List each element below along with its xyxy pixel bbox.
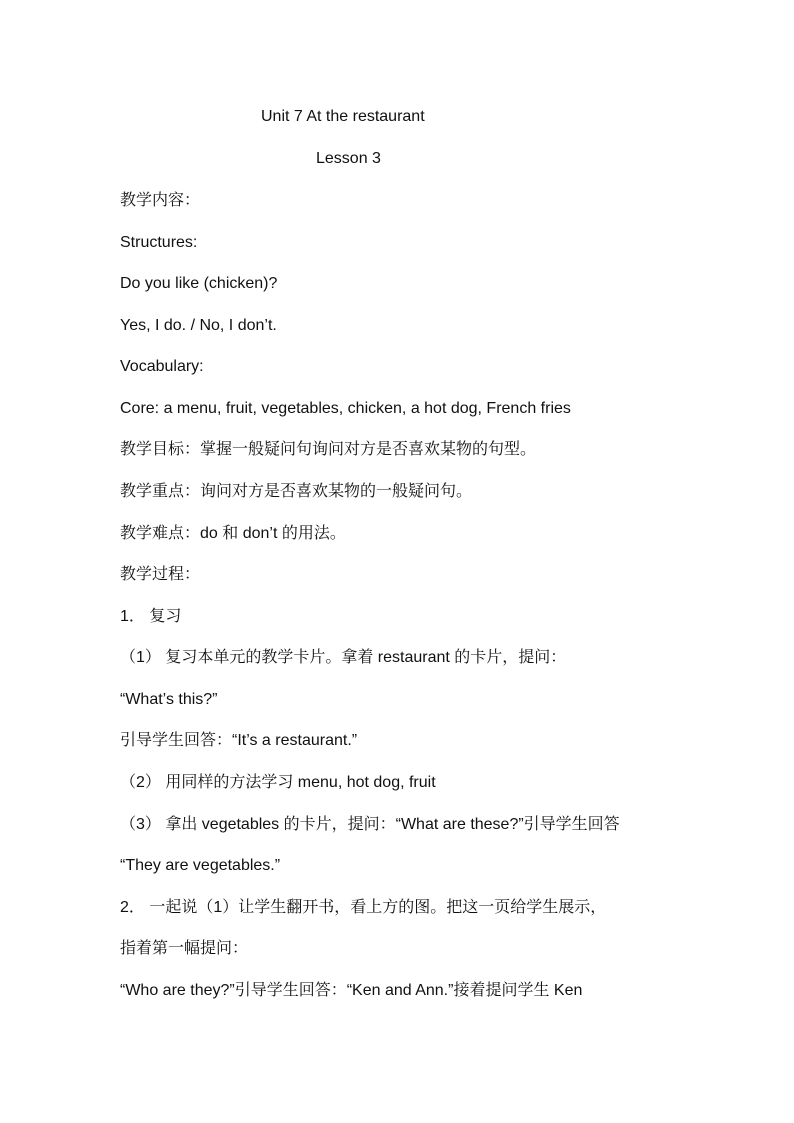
teaching-difficulty: 教学难点：do 和 don’t 的用法。	[120, 525, 346, 542]
step-1-item-3-answer: “They are vegetables.”	[120, 857, 281, 874]
step-1-item-1: （1） 复习本单元的教学卡片。拿着 restaurant 的卡片，提问：	[120, 649, 567, 666]
teaching-key-point: 教学重点：询问对方是否喜欢某物的一般疑问句。	[120, 483, 473, 500]
document-title: Unit 7 At the restaurant	[261, 108, 425, 125]
step-1-item-3: （3） 拿出 vegetables 的卡片，提问：“What are these?”引导学生回答	[120, 816, 620, 833]
step-2-heading: 2． 一起说（1）让学生翻开书，看上方的图。把这一页给学生展示，	[120, 899, 607, 916]
vocabulary-label: Vocabulary:	[120, 358, 204, 375]
step-1-heading: 1． 复习	[120, 608, 182, 625]
step-2-question: “Who are they?”引导学生回答：“Ken and Ann.”接着提问学生 Ken	[120, 982, 583, 999]
step-1-item-1-quote: “What’s this?”	[120, 691, 218, 708]
teaching-objective: 教学目标：掌握一般疑问句询问对方是否喜欢某物的句型。	[120, 441, 537, 458]
structure-question: Do you like (chicken)?	[120, 275, 278, 292]
section-heading-process: 教学过程：	[120, 566, 201, 583]
document-subtitle: Lesson 3	[316, 150, 381, 167]
step-2-continued: 指着第一幅提问：	[120, 940, 249, 957]
step-1-item-1-answer: 引导学生回答：“It’s a restaurant.”	[120, 732, 358, 749]
structures-label: Structures:	[120, 234, 198, 251]
vocabulary-core: Core: a menu, fruit, vegetables, chicken, a hot dog, French fries	[120, 400, 571, 417]
section-heading-content: 教学内容：	[120, 192, 201, 209]
step-1-item-2: （2） 用同样的方法学习 menu, hot dog, fruit	[120, 774, 436, 791]
structure-answer: Yes, I do. / No, I don’t.	[120, 317, 277, 334]
